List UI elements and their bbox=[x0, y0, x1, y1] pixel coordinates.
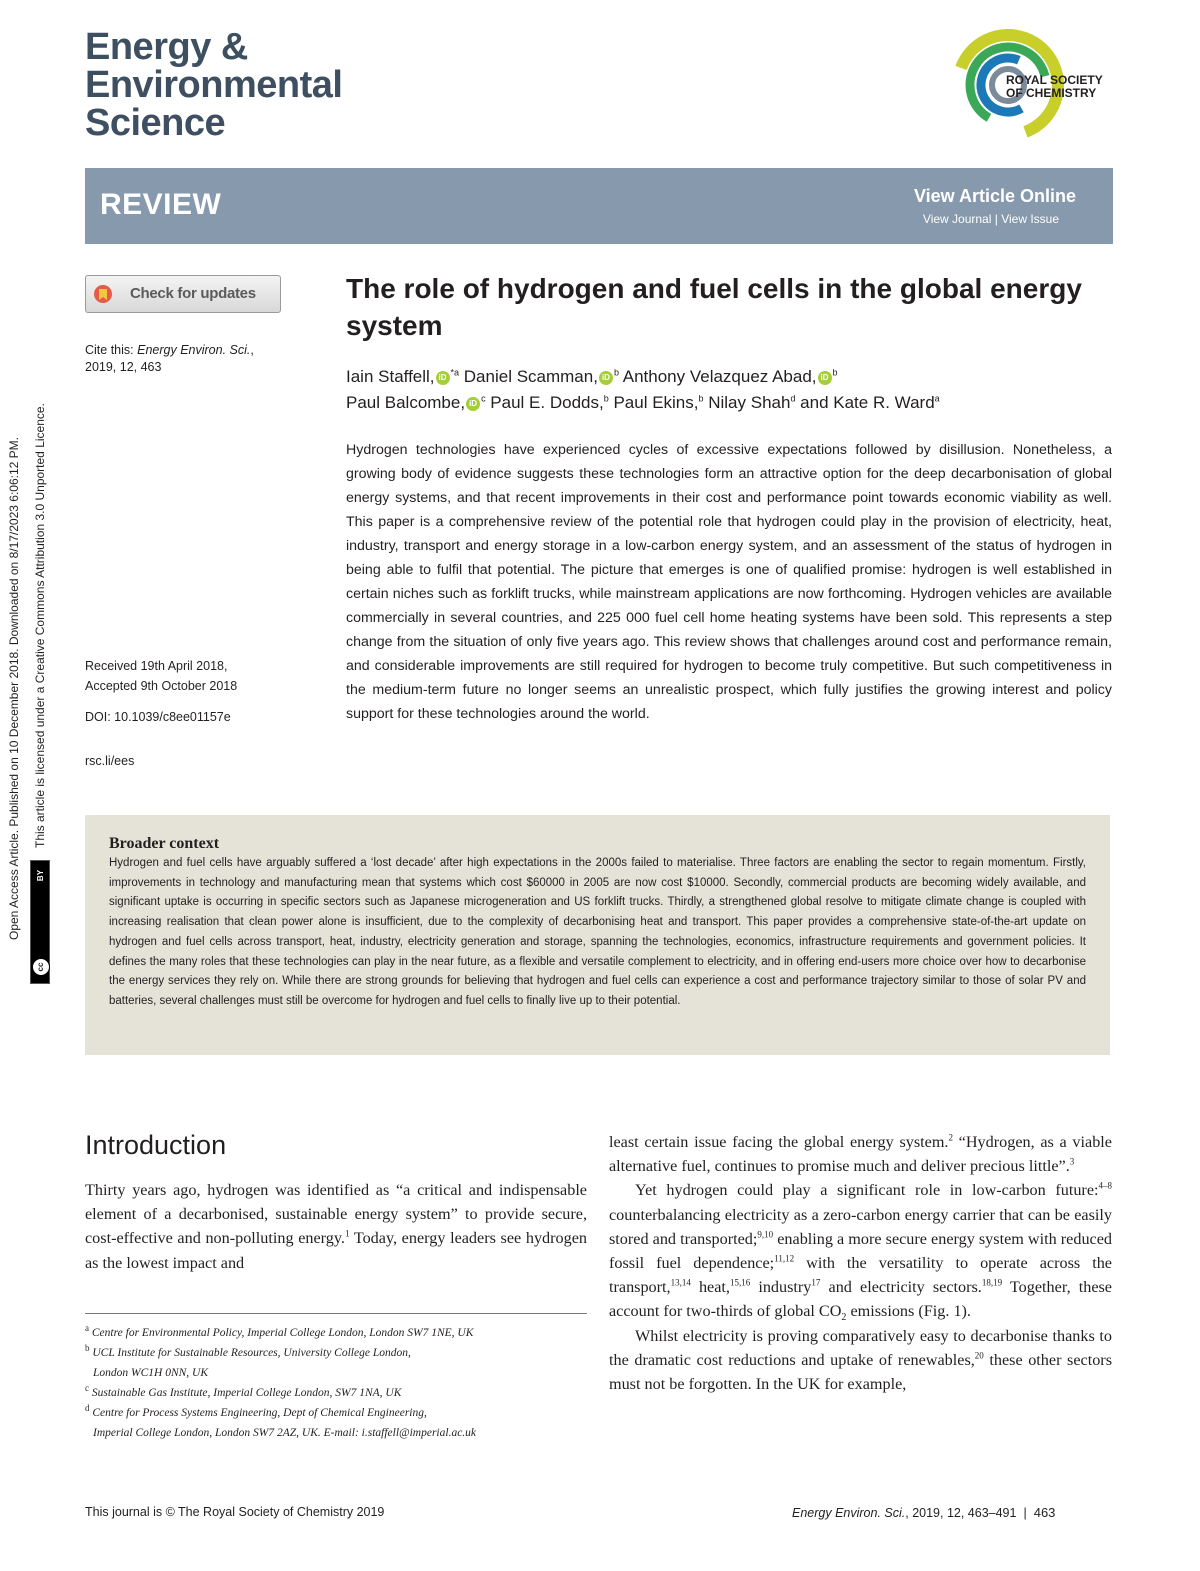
journal-title-line: Science bbox=[85, 102, 226, 144]
broader-context-box bbox=[85, 815, 1110, 1055]
footnote-continuation: Imperial College London, London SW7 2AZ, UK. E-mail: i.staffell@imperial.ac.uk bbox=[93, 1427, 477, 1439]
reference-citation[interactable]: 11,12 bbox=[774, 1253, 795, 1264]
introduction-column-2 bbox=[609, 1130, 1112, 1396]
licence-notice[interactable]: This article is licensed under a Creative Commons Attribution 3.0 Unported Licence. bbox=[33, 403, 47, 848]
footer-separator: | bbox=[1023, 1506, 1027, 1520]
cc-icon: cc bbox=[32, 958, 50, 976]
publication-notice: Open Access Article. Published on 10 December 2018. Downloaded on 8/17/2023 6:06:12 PM. bbox=[7, 437, 21, 940]
reference-citation[interactable]: 4–8 bbox=[1098, 1181, 1112, 1192]
copyright-footer: This journal is © The Royal Society of Chemistry 2019 bbox=[85, 1505, 385, 1519]
author-affiliation-mark: *a bbox=[450, 367, 460, 378]
subscript: 2 bbox=[841, 1312, 847, 1324]
reference-citation[interactable]: 17 bbox=[811, 1277, 821, 1288]
authors-line-1 bbox=[346, 364, 1106, 390]
article-type-banner bbox=[85, 168, 1113, 244]
body-text: Together, these account for two-thirds of global CO bbox=[609, 1278, 1112, 1321]
body-text: and electricity sectors. bbox=[820, 1278, 982, 1297]
cite-volume: 2019, 12, 463 bbox=[85, 360, 162, 374]
body-text: enabling a more secure energy system with reduced fossil fuel dependence; bbox=[609, 1229, 1112, 1273]
open-access-notice bbox=[0, 0, 60, 1000]
author-affiliation-mark: b bbox=[698, 393, 704, 404]
body-text: Yet hydrogen could play a significant role in low-carbon future: bbox=[635, 1181, 1099, 1200]
footnote-mark: a bbox=[85, 1323, 89, 1334]
reference-citation[interactable]: 2 bbox=[948, 1132, 953, 1143]
orcid-icon[interactable]: iD bbox=[466, 397, 480, 411]
author-name: Daniel Scamman, bbox=[459, 367, 598, 386]
accepted-date: Accepted 9th October 2018 bbox=[85, 679, 238, 693]
footnote-text: Centre for Environmental Policy, Imperial College London, London SW7 1NE, UK bbox=[91, 1327, 474, 1339]
received-date: Received 19th April 2018, bbox=[85, 659, 228, 673]
view-journal-link[interactable]: View Journal bbox=[922, 212, 992, 226]
journal-title-line: Environmental bbox=[85, 64, 343, 106]
logo-text-line2: OF CHEMISTRY bbox=[1006, 86, 1097, 100]
doi[interactable]: DOI: 10.1039/c8ee01157e bbox=[85, 710, 231, 724]
body-text: Thirty years ago, hydrogen was identified as “a critical and indispensable element of a decarbonised, sustainable energy system” to provide secure, cost-effective and non-polluting energy. bbox=[85, 1181, 587, 1248]
logo-text-line1: ROYAL SOCIETY bbox=[1006, 73, 1103, 87]
check-for-updates-label: Check for updates bbox=[130, 285, 256, 302]
check-for-updates-button[interactable] bbox=[85, 275, 281, 313]
broader-context-body: Hydrogen and fuel cells have arguably suffered a ‘lost decade’ after high expectations in the 2000s failed to materialise. Three factors are enabling the sector to regain momentum. Firstly, improvements in technology and manufacturing mean that systems which cost $60000 in 2005 are now cost $10000. Secondly, commercial products are becoming widely available, and significant uptake is occurring in specific sectors such as Japanese microgeneration and US forklift trucks. Thirdly, a strengthened global resolve to mitigate climate change is coupled with increasing realisation that clean power alone is insufficient, due to the complexity of decarbonising heat and transport. This paper provides a comprehensive state-of-the-art update on hydrogen and fuel cells across transport, heat, industry, electricity generation and storage, spanning the technologies, economics, infrastructure requirements and government policies. It defines the many roles that these technologies can play in the near future, as a flexible and versatile complement to electricity, and in offering end-users more choice over how to decarbonise the energy services they rely on. While there are strong grounds for believing that hydrogen and fuel cells can experience a cost and performance trajectory similar to those of solar PV and batteries, several challenges must still be overcome for hydrogen and fuel cells to finally live up to their potential. bbox=[109, 857, 1086, 1007]
body-text: with the versatility to operate across the transport, bbox=[609, 1254, 1112, 1297]
body-text: least certain issue facing the global energy system. bbox=[609, 1133, 949, 1151]
view-issue-link[interactable]: View Issue bbox=[1001, 212, 1059, 226]
page-footer bbox=[792, 1505, 1055, 1520]
page-number: 463 bbox=[1033, 1505, 1056, 1520]
footnote bbox=[85, 1383, 605, 1403]
footnote bbox=[85, 1323, 605, 1343]
rsc-logo-icon bbox=[950, 28, 1120, 143]
cc-by-label: BY bbox=[36, 869, 46, 882]
reference-citation[interactable]: 3 bbox=[1069, 1156, 1075, 1167]
introduction-column-1 bbox=[85, 1178, 587, 1275]
author-affiliation-mark: d bbox=[790, 393, 796, 404]
royal-society-of-chemistry-logo[interactable] bbox=[950, 28, 1120, 143]
footnote bbox=[85, 1403, 605, 1423]
footnote-text: UCL Institute for Sustainable Resources, University College London, bbox=[92, 1347, 411, 1359]
body-text: Today, energy leaders see hydrogen as the lowest impact and bbox=[85, 1229, 587, 1272]
footer-journal: Energy Environ. Sci. bbox=[792, 1506, 906, 1520]
cite-journal: Energy Environ. Sci. bbox=[137, 343, 251, 357]
footnote-mark: d bbox=[85, 1403, 90, 1414]
introduction-heading: Introduction bbox=[85, 1130, 227, 1160]
article-title: The role of hydrogen and fuel cells in the global energy system bbox=[346, 273, 1082, 341]
reference-citation[interactable]: 15,16 bbox=[729, 1277, 751, 1288]
body-text: “Hydrogen, as a viable alternative fuel, continues to promise much and deliver precious little”. bbox=[609, 1133, 1112, 1176]
footnote-mark: c bbox=[85, 1383, 89, 1394]
author-affiliation-mark: a bbox=[934, 393, 940, 404]
author-name: Paul E. Dodds, bbox=[485, 393, 604, 412]
author-affiliation-mark: b bbox=[613, 367, 619, 378]
journal-issue-links bbox=[923, 212, 1059, 226]
body-text: Whilst electricity is proving comparatively easy to decarbonise thanks to the dramatic cost reductions and uptake of renewables, bbox=[609, 1326, 1112, 1369]
reference-citation[interactable]: 20 bbox=[974, 1350, 984, 1361]
author-affiliation-mark: b bbox=[603, 393, 609, 404]
author-name: Nilay Shah bbox=[703, 393, 791, 412]
journal-title bbox=[85, 28, 342, 142]
footer-volume: , 2019, 12, 463–491 bbox=[905, 1506, 1017, 1520]
reference-citation[interactable]: 18,19 bbox=[981, 1277, 1003, 1288]
abstract: Hydrogen technologies have experienced cycles of excessive expectations followed by disillusion. Nonetheless, a growing body of evidence suggests these technologies form an attractive option for the deep decarbonisation of global energy systems, and that recent improvements in their cost and performance point towards economic viability as well. This paper is a comprehensive review of the potential role that hydrogen could play in the provision of electricity, heat, industry, transport and energy storage in a low-carbon energy system, and an assessment of the status of hydrogen in being able to fulfil that potential. The picture that emerges is one of qualified promise: hydrogen is well established in certain niches such as forklift trucks, while mainstream applications are now forthcoming. Hydrogen vehicles are available commercially in several countries, and 225 000 fuel cell home heating systems have been sold. This represents a step change from the situation of only five years ago. This review shows that challenges around cost and performance remain, and considerable improvements are still required for hydrogen to become truly competitive. But such competitiveness in the medium-term future no longer seems an unrealistic prospect, which fully justifies the growing interest and policy support for these technologies around the world. bbox=[346, 442, 1112, 722]
paragraph bbox=[609, 1324, 1112, 1397]
cc-by-badge[interactable] bbox=[30, 860, 50, 984]
footnote bbox=[85, 1343, 605, 1363]
journal-short-link[interactable]: rsc.li/ees bbox=[85, 754, 135, 768]
footnote-text: Centre for Process Systems Engineering, Dept of Chemical Engineering, bbox=[92, 1407, 427, 1419]
authors-line-2 bbox=[346, 390, 1106, 416]
orcid-icon[interactable]: iD bbox=[436, 371, 450, 385]
paragraph bbox=[609, 1178, 1112, 1323]
orcid-icon[interactable]: iD bbox=[599, 371, 613, 385]
body-text: emissions (Fig. 1). bbox=[846, 1302, 971, 1321]
author-name: Iain Staffell, bbox=[346, 367, 435, 386]
author-name: Paul Balcombe, bbox=[346, 393, 466, 412]
reference-citation[interactable]: 9,10 bbox=[757, 1229, 774, 1240]
body-text: these other sectors must not be forgotten. In the UK for example, bbox=[609, 1350, 1112, 1394]
body-text: heat, bbox=[690, 1278, 730, 1297]
cite-prefix: Cite this: bbox=[85, 343, 138, 357]
orcid-icon[interactable]: iD bbox=[818, 371, 832, 385]
author-affiliation-mark: c bbox=[481, 393, 486, 404]
broader-context-heading: Broader context bbox=[109, 835, 220, 852]
author-name: and Kate R. Ward bbox=[795, 393, 935, 412]
view-article-online-link[interactable]: View Article Online bbox=[913, 186, 1076, 206]
citation-info bbox=[85, 342, 254, 376]
author-name: Paul Ekins, bbox=[608, 393, 699, 412]
body-text: industry bbox=[750, 1278, 812, 1297]
author-name: Anthony Velazquez Abad, bbox=[618, 367, 817, 386]
footnote-divider bbox=[85, 1313, 587, 1314]
body-text: counterbalancing electricity as a zero-carbon energy carrier that can be easily stored and transported; bbox=[609, 1205, 1112, 1248]
author-list bbox=[346, 364, 1106, 416]
footnote-continuation: London WC1H 0NN, UK bbox=[93, 1367, 209, 1379]
bookmark-update-icon bbox=[93, 284, 113, 304]
footnote-mark: b bbox=[85, 1343, 90, 1354]
cite-rest: , bbox=[250, 343, 254, 357]
reference-citation[interactable]: 1 bbox=[344, 1229, 350, 1240]
journal-title-line: Energy & bbox=[85, 26, 248, 68]
footnote-text: Sustainable Gas Institute, Imperial College London, SW7 1NA, UK bbox=[91, 1387, 402, 1399]
article-type-label: REVIEW bbox=[100, 188, 222, 221]
author-affiliation-mark: b bbox=[832, 367, 838, 378]
link-separator: | bbox=[991, 212, 1002, 226]
affiliation-footnotes bbox=[85, 1323, 605, 1443]
paragraph bbox=[609, 1130, 1112, 1178]
reference-citation[interactable]: 13,14 bbox=[670, 1277, 691, 1288]
